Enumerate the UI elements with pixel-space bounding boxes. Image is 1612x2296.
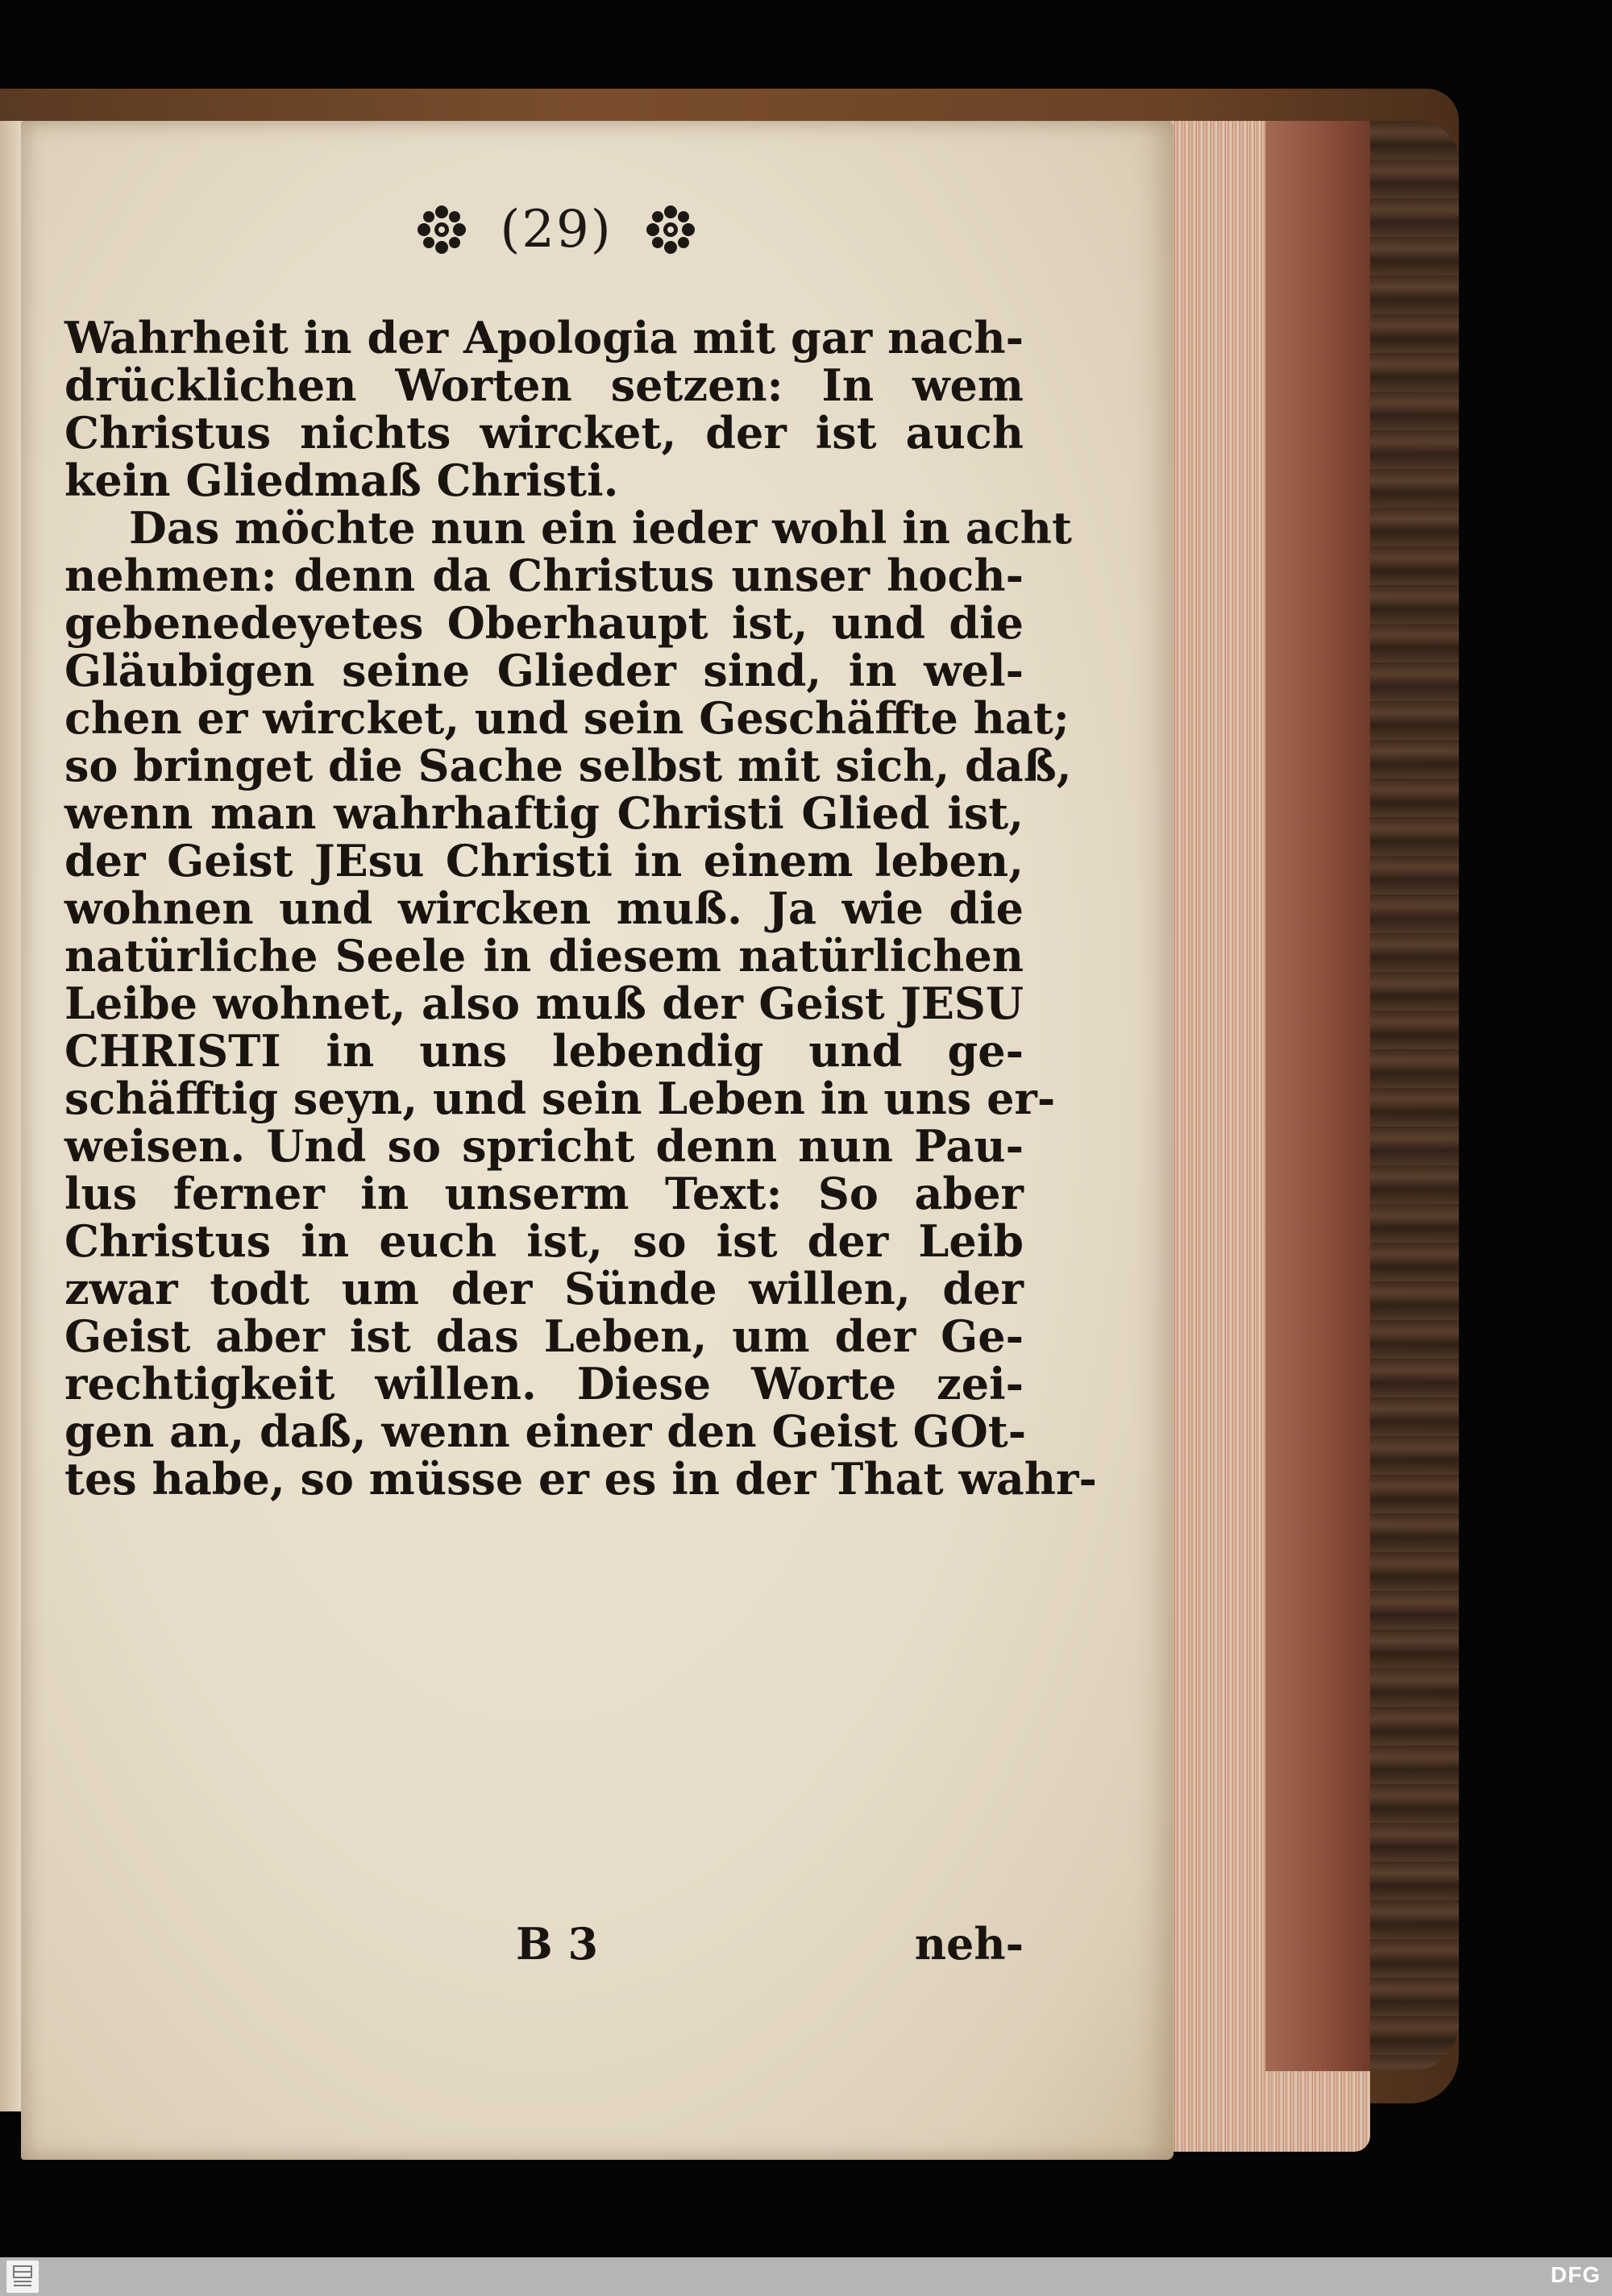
text-line: schäfftig seyn, und sein Leben in uns er-: [64, 1073, 1056, 1124]
text-line: Wahrheit in der Apologia mit gar nach-: [64, 312, 1024, 363]
text-line: tes habe, so müsse er es in der That wahr-: [64, 1453, 1097, 1505]
text-line: der Geist JEsu Christi in einem leben,: [64, 835, 1024, 886]
text-line: Gläubigen seine Glieder sind, in wel-: [64, 645, 1024, 696]
text-line: wohnen und wircken muß. Ja wie die: [64, 882, 1024, 934]
viewer-bottom-bar: [0, 2257, 1612, 2296]
page-block-edge-dark: [1265, 121, 1370, 2071]
text-line: zwar todt um der Sünde willen, der: [64, 1263, 1024, 1314]
text-line: natürliche Seele in diesem natürlichen: [64, 930, 1024, 982]
text-line: gebenedeyetes Oberhaupt ist, und die: [64, 597, 1024, 649]
body-text: [64, 312, 1097, 1505]
signature-mark: B 3: [516, 1918, 599, 1970]
page-number: (29): [500, 200, 613, 259]
catchword: neh-: [914, 1918, 1024, 1970]
text-line: nehmen: denn da Christus unser hoch-: [64, 550, 1024, 601]
rosette-icon: [416, 204, 467, 255]
library-logo-icon: [6, 2261, 39, 2293]
text-line: Christus nichts wircket, der ist auch: [64, 407, 1024, 459]
text-line: Christus in euch ist, so ist der Leib: [64, 1215, 1024, 1267]
text-line: Geist aber ist das Leben, um der Ge-: [64, 1310, 1024, 1362]
text-line: weisen. Und so spricht denn nun Pau-: [64, 1120, 1024, 1172]
page-footer: [64, 1918, 1024, 1983]
text-line: drücklichen Worten setzen: In wem: [64, 359, 1024, 411]
rosette-icon: [645, 204, 696, 255]
text-line: Leibe wohnet, also muß der Geist JESU: [64, 978, 1024, 1029]
text-line: kein Gliedmaß Christi.: [64, 455, 619, 506]
text-line: Das möchte nun ein ieder wohl in acht: [129, 502, 1072, 554]
dfg-logo: DFG: [1550, 2262, 1601, 2287]
text-line: rechtigkeit willen. Diese Worte zei-: [64, 1358, 1024, 1410]
text-line: so bringet die Sache selbst mit sich, daß,: [64, 740, 1072, 791]
page-header: [347, 185, 766, 274]
text-line: lus ferner in unserm Text: So aber: [64, 1168, 1024, 1219]
text-line: wenn man wahrhaftig Christi Glied ist,: [64, 787, 1024, 839]
text-line: CHRISTI in uns lebendig und ge-: [64, 1025, 1024, 1077]
text-line: gen an, daß, wenn einer den Geist GOt-: [64, 1405, 1027, 1457]
text-line: chen er wircket, und sein Geschäffte hat;: [64, 692, 1070, 744]
